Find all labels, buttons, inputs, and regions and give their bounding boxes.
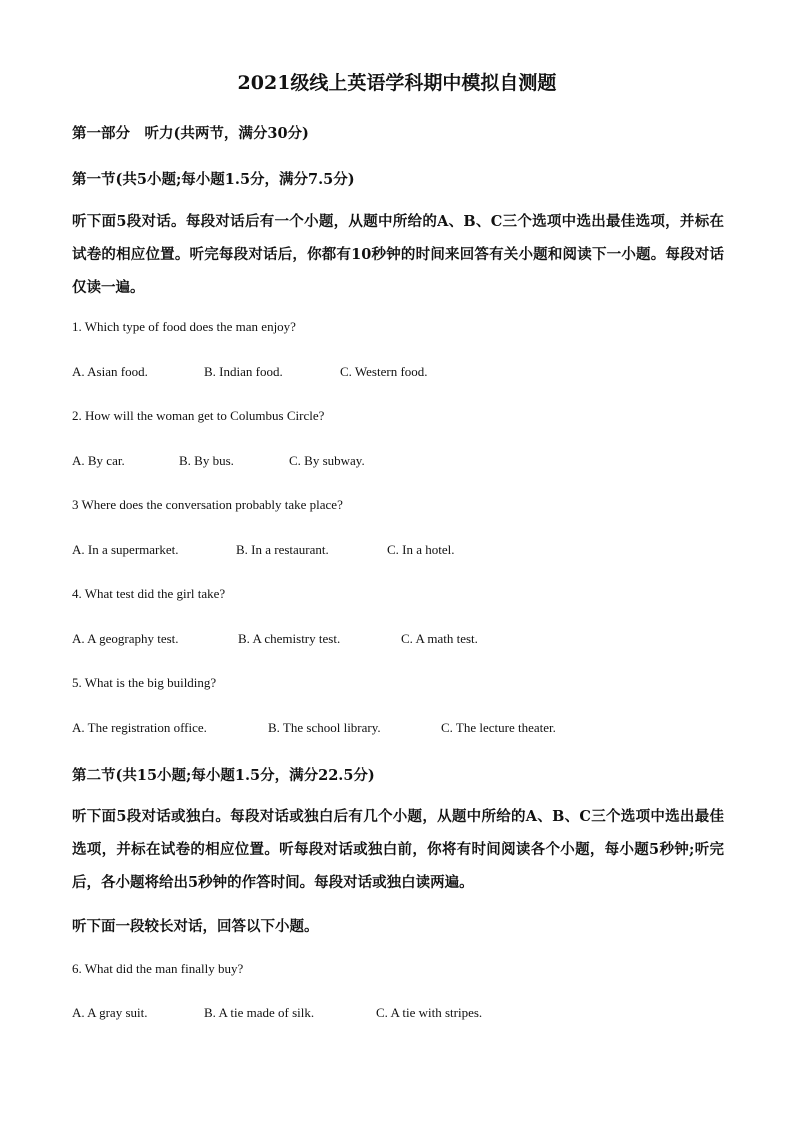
question-2-option-a: A. By car.	[72, 453, 125, 468]
exam-title: 2021级线上英语学科期中模拟自测题	[237, 72, 557, 94]
question-4-option-c: C. A math test.	[401, 631, 478, 646]
part1-heading: 第一部分 听力(共两节，满分30分)	[72, 125, 309, 142]
question-4-option-b: B. A chemistry test.	[238, 631, 341, 646]
question-2-option-b: B. By bus.	[179, 453, 234, 468]
section1-instruction: 听下面5段对话。每段对话后有一个小题，从题中所给的A、B、C三个选项中选出最佳选项，并标在试卷的相应位置。听完每段对话后，你都有10秒钟的时间来回答有关小题和阅读下一小题。每段对话仅读一遍。	[72, 213, 724, 296]
question-4-stem: 4. What test did the girl take?	[72, 586, 226, 601]
question-1-option-c: C. Western food.	[340, 364, 428, 379]
section2-heading: 第二节(共15小题;每小题1.5分，满分22.5分)	[72, 767, 375, 784]
question-5-option-c: C. The lecture theater.	[441, 720, 556, 735]
question-6-option-c: C. A tie with stripes.	[376, 1005, 483, 1020]
question-5-option-a: A. The registration office.	[72, 720, 207, 735]
question-3-stem: 3 Where does the conversation probably take place?	[72, 497, 343, 512]
question-4-option-a: A. A geography test.	[72, 631, 179, 646]
section1-heading: 第一节(共5小题;每小题1.5分，满分7.5分)	[72, 171, 355, 188]
question-5-stem: 5. What is the big building?	[72, 675, 217, 690]
question-3-option-c: C. In a hotel.	[387, 542, 455, 557]
question-3-option-b: B. In a restaurant.	[236, 542, 329, 557]
question-2-option-c: C. By subway.	[289, 453, 365, 468]
question-3-option-a: A. In a supermarket.	[72, 542, 179, 557]
question-5-option-b: B. The school library.	[268, 720, 381, 735]
question-1-stem: 1. Which type of food does the man enjoy?	[72, 319, 296, 334]
question-2-stem: 2. How will the woman get to Columbus Circle?	[72, 408, 325, 423]
question-6-option-a: A. A gray suit.	[72, 1005, 148, 1020]
question-6-stem: 6. What did the man finally buy?	[72, 961, 244, 976]
section2-sub-instruction: 听下面一段较长对话，回答以下小题。	[72, 918, 319, 935]
section2-instruction: 听下面5段对话或独白。每段对话或独白后有几个小题，从题中所给的A、B、C三个选项中选出最佳选项，并标在试卷的相应位置。听每段对话或独白前，你将有时间阅读各个小题，每小题5秒钟;听完后，各小题将给出5秒钟的作答时间。每段对话或独白读两遍。	[72, 808, 724, 891]
question-1-option-b: B. Indian food.	[204, 364, 283, 379]
question-6-option-b: B. A tie made of silk.	[204, 1005, 315, 1020]
question-1-option-a: A. Asian food.	[72, 364, 148, 379]
